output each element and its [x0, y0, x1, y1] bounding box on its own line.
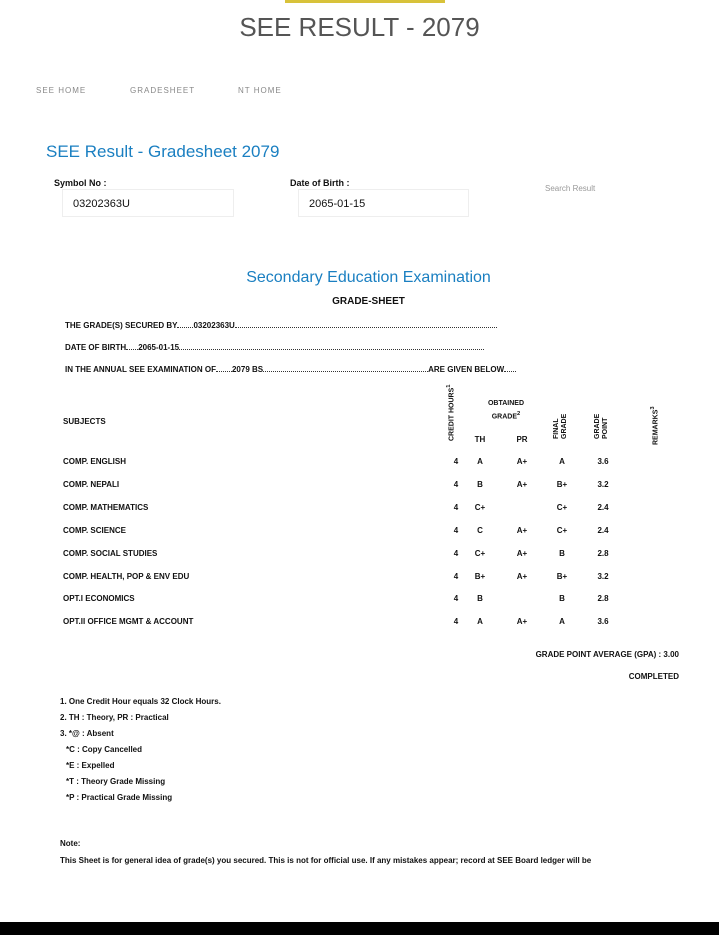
- nav-see-home[interactable]: SEE HOME: [36, 86, 87, 95]
- header-final-grade: FINAL GRADE: [553, 413, 568, 439]
- cell-subject: OPT.II OFFICE MGMT & ACCOUNT: [63, 617, 194, 627]
- cell-pr: A+: [516, 525, 528, 535]
- exam-line: [65, 365, 516, 374]
- footnote-1: 1. One Credit Hour equals 32 Clock Hours.: [60, 697, 221, 706]
- dob-line: [65, 343, 484, 352]
- cell-th: B+: [474, 571, 486, 581]
- header-text: CREDIT HOURS: [448, 387, 456, 441]
- header-grade-point: GRADE POINT: [594, 413, 609, 439]
- footnote-ref: 2: [517, 411, 521, 417]
- cell-pr: A+: [516, 548, 528, 558]
- form-heading: SEE Result - Gradesheet 2079: [46, 142, 280, 161]
- cell-th: B: [477, 479, 483, 489]
- cell-th: A: [477, 457, 483, 466]
- cell-credit: 4: [453, 457, 459, 466]
- cell-gp: 2.4: [597, 502, 609, 512]
- cell-gp: 2.8: [597, 594, 609, 604]
- cell-credit: 4: [453, 502, 459, 512]
- cell-final: B: [559, 548, 565, 558]
- cell-gp: 3.6: [597, 457, 609, 466]
- cell-subject: COMP. HEALTH, POP & ENV EDU: [63, 571, 190, 581]
- header-pr: PR: [516, 435, 528, 444]
- line-value: 2079 BS: [231, 365, 264, 374]
- cell-final: B+: [556, 479, 568, 489]
- cell-gp: 2.8: [597, 548, 609, 558]
- symbol-input[interactable]: 03202363U: [62, 189, 234, 217]
- header-text: OBTAINED GRADE: [487, 400, 525, 421]
- cell-th: C+: [474, 548, 486, 558]
- line-label: THE GRADE(S) SECURED BY: [65, 321, 178, 330]
- cell-final: B: [559, 594, 565, 604]
- cell-credit: 4: [453, 548, 459, 558]
- nav-nt-home[interactable]: NT HOME: [238, 86, 282, 95]
- footnote-theory-missing: *T : Theory Grade Missing: [66, 777, 166, 786]
- footnote-2: 2. TH : Theory, PR : Practical: [60, 713, 169, 722]
- cell-th: B: [477, 594, 483, 604]
- cell-subject: COMP. MATHEMATICS: [63, 502, 149, 512]
- cell-credit: 4: [453, 525, 459, 535]
- cell-final: B+: [556, 571, 568, 581]
- gpa-text: GRADE POINT AVERAGE (GPA) : 3.00: [535, 650, 679, 659]
- cell-gp: 3.6: [597, 617, 609, 627]
- status-text: COMPLETED: [628, 672, 679, 681]
- nav-gradesheet[interactable]: GRADESHEET: [130, 86, 196, 95]
- bottom-bar: [0, 922, 719, 935]
- cell-subject: COMP. SCIENCE: [63, 525, 126, 535]
- top-banner-strip: [285, 0, 445, 3]
- footnote-practical-missing: *P : Practical Grade Missing: [66, 793, 173, 802]
- header-remarks: [649, 397, 660, 445]
- line-value: 2065-01-15: [138, 343, 180, 352]
- note-label: Note:: [60, 839, 81, 848]
- search-result-button[interactable]: Search Result: [545, 184, 596, 193]
- cell-pr: A+: [516, 617, 528, 627]
- sheet-title: Secondary Education Examination: [246, 269, 491, 286]
- secured-by-line: [65, 321, 497, 330]
- footnote-ref: 3: [650, 406, 656, 410]
- cell-subject: OPT.I ECONOMICS: [63, 594, 135, 604]
- cell-final: A: [559, 617, 565, 627]
- header-th: TH: [474, 435, 486, 444]
- cell-gp: 3.2: [597, 571, 609, 581]
- cell-subject: COMP. ENGLISH: [63, 457, 126, 466]
- footnote-copy-cancelled: *C : Copy Cancelled: [66, 745, 143, 754]
- header-subjects: SUBJECTS: [63, 417, 106, 426]
- cell-th: C: [477, 525, 483, 535]
- header-credit-hours: [445, 384, 463, 441]
- cell-credit: 4: [453, 571, 459, 581]
- footnote-3: 3. *@ : Absent: [60, 729, 114, 738]
- cell-final: A: [559, 457, 565, 466]
- dob-label: Date of Birth :: [290, 178, 350, 188]
- page-title: SEE RESULT - 2079: [239, 12, 480, 42]
- footnote-ref: 1: [446, 384, 452, 388]
- sheet-subtitle: GRADE-SHEET: [332, 296, 405, 307]
- cell-pr: A+: [516, 457, 528, 466]
- line-value: 03202363U: [193, 321, 235, 330]
- note-text: This Sheet is for general idea of grade(s) you secured. This is not for official use. If any mistakes appear; record at SEE Board ledger will be: [60, 856, 592, 865]
- cell-credit: 4: [453, 617, 459, 627]
- dob-input[interactable]: 2065-01-15: [298, 189, 469, 217]
- cell-subject: COMP. NEPALI: [63, 479, 120, 489]
- symbol-label: Symbol No :: [54, 178, 107, 188]
- line-label: IN THE ANNUAL SEE EXAMINATION OF: [65, 365, 216, 374]
- cell-pr: A+: [516, 479, 528, 489]
- cell-gp: 2.4: [597, 525, 609, 535]
- cell-subject: COMP. SOCIAL STUDIES: [63, 548, 158, 558]
- cell-credit: 4: [453, 594, 459, 604]
- line-label: DATE OF BIRTH: [65, 343, 127, 352]
- cell-final: C+: [556, 502, 568, 512]
- cell-gp: 3.2: [597, 479, 609, 489]
- line-suffix: ARE GIVEN BELOW: [428, 365, 505, 374]
- header-text: REMARKS: [652, 409, 660, 445]
- header-obtained-grade: [484, 399, 528, 422]
- cell-pr: A+: [516, 571, 528, 581]
- cell-th: C+: [474, 502, 486, 512]
- cell-th: A: [477, 617, 483, 627]
- footnote-expelled: *E : Expelled: [66, 761, 115, 770]
- cell-final: C+: [556, 525, 568, 535]
- cell-credit: 4: [453, 479, 459, 489]
